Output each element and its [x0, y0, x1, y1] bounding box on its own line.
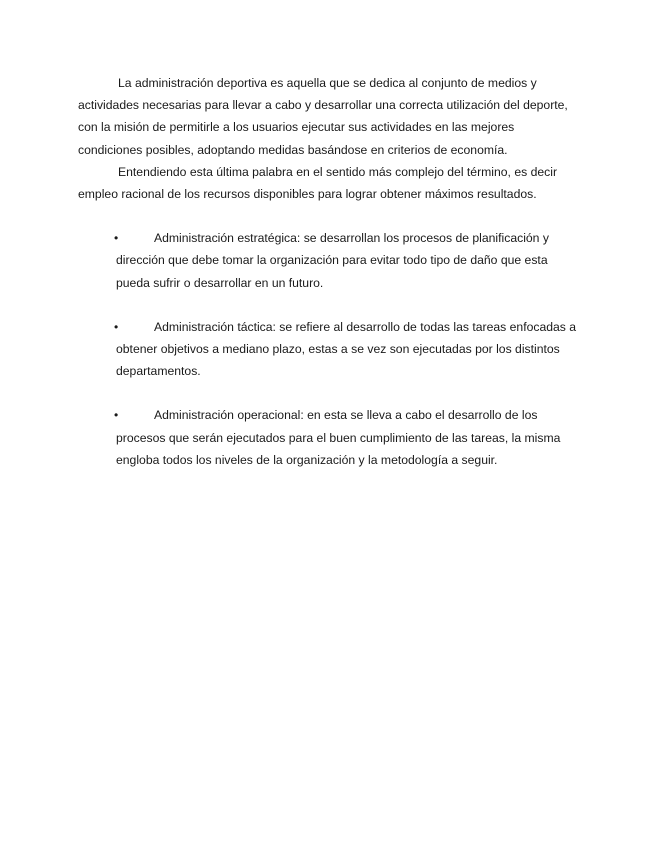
list-item-text: Administración operacional: en esta se lleva a cabo el desarrollo de los procesos que serán ejecutados para el buen cumplimiento de las tareas, la misma engloba todos los niveles de la organización y la metodología a seguir.: [116, 408, 561, 467]
list-item: [116, 227, 578, 294]
list-item: [116, 316, 578, 383]
document-body: [78, 72, 578, 493]
paragraph-economy: Entendiendo esta última palabra en el sentido más complejo del término, es decir empleo racional de los recursos disponibles para lograr obtener máximos resultados.: [78, 164, 557, 202]
list-item-text: Administración estratégica: se desarrollan los procesos de planificación y dirección que debe tomar la organización para evitar todo tipo de daño que esta pueda sufrir o desarrollar en un futuro.: [116, 231, 549, 290]
list-item: [116, 404, 578, 471]
bullet-icon: •: [114, 319, 119, 334]
administration-types-list: [78, 227, 578, 471]
bullet-icon: •: [114, 231, 119, 246]
list-item-text: Administración táctica: se refiere al desarrollo de todas las tareas enfocadas a obtener objetivos a mediano plazo, estas a se vez son ejecutadas por los distintos departamentos.: [116, 319, 577, 379]
bullet-icon: •: [114, 408, 119, 423]
paragraph-intro: La administración deportiva es aquella que se dedica al conjunto de medios y actividades necesarias para llevar a cabo y desarrollar una correcta utilización del deporte, con la misión de permitirle a los usuarios ejecutar sus actividades en las mejores condiciones posibles, adoptando medidas basándose en criterios de economía.: [78, 76, 568, 157]
